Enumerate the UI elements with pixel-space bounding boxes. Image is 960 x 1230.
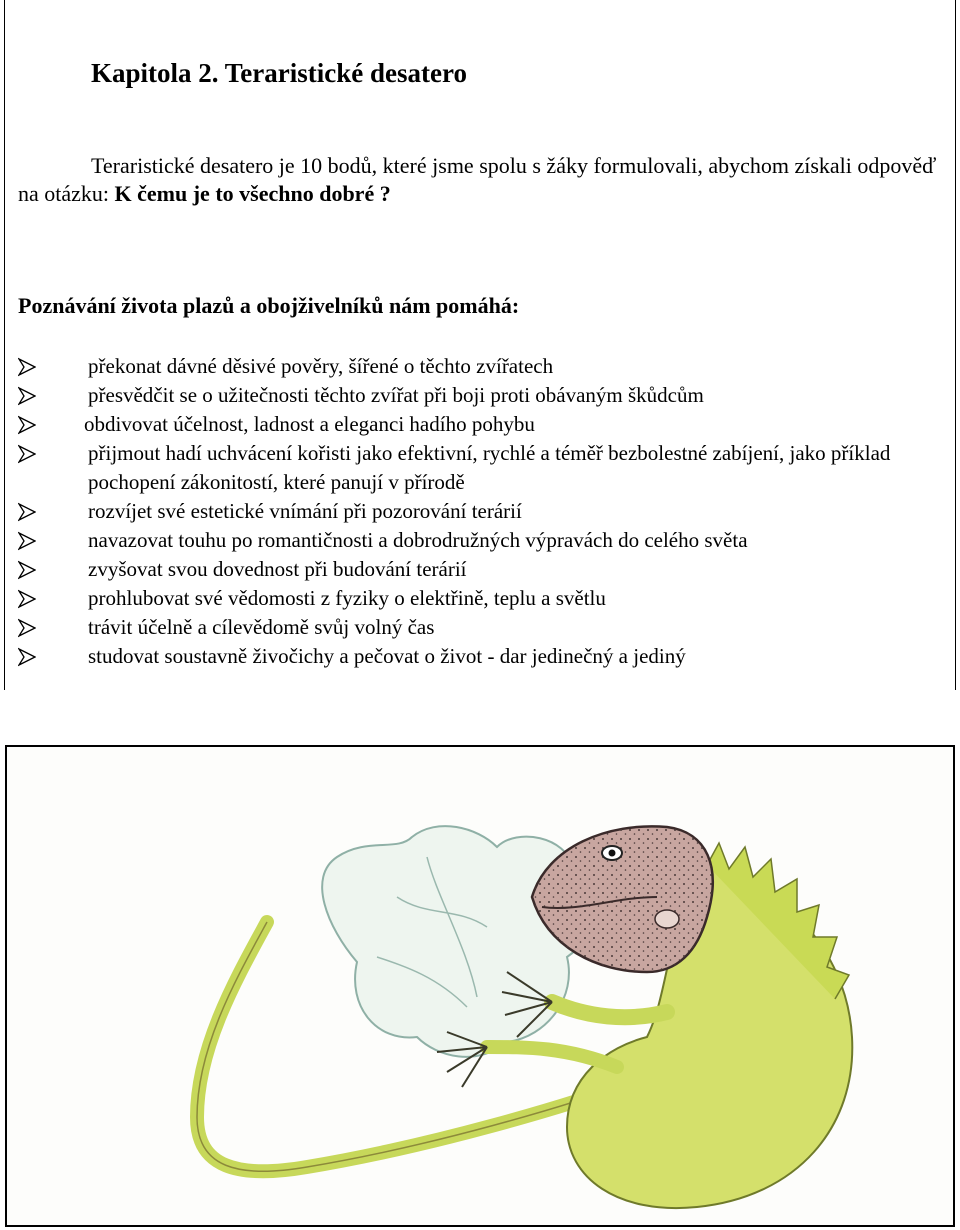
list-item-text: přesvědčit se o užitečnosti těchto zvířat při boji proti obávaným škůdcům [88,383,704,407]
list-item-text: překonat dávné děsivé pověry, šířené o těchto zvířatech [88,354,554,378]
list-item-text: trávit účelně a cílevědomě svůj volný čas [88,615,435,639]
list-item [18,584,948,613]
iguana-illustration [5,745,955,1227]
list-item [18,381,948,410]
list-item [18,526,948,555]
chapter-title: Kapitola 2. Teraristické desatero [91,58,467,88]
arrowhead-bullet-icon [18,526,36,554]
arrowhead-bullet-icon [18,613,36,641]
intro-question: K čemu je to všechno dobré ? [114,181,391,206]
intro-paragraph [18,152,953,208]
iguana-front-leg [552,1002,667,1017]
list-item [18,439,948,497]
page-frame-left-line [4,0,5,690]
arrowhead-bullet-icon [18,584,36,612]
list-item-text: obdivovat účelnost, ladnost a eleganci hadího pohybu [84,412,535,436]
list-item [18,642,948,671]
intro-text: Teraristické desatero je 10 bodů, které jsme spolu s žáky formulovali, abychom získali odpověď na otázku: [18,153,937,206]
arrowhead-bullet-icon [18,439,36,467]
iguana-drawing [7,747,953,1225]
page-frame-right-line [955,0,956,690]
arrowhead-bullet-icon [18,497,36,525]
list-item [18,613,948,642]
arrowhead-bullet-icon [18,410,36,438]
list-item-text: přijmout hadí uchvácení kořisti jako efektivní, rychlé a téměř bezbolestné zabíjení, jako příklad pochopení zákonitostí, které panují v přírodě [88,441,891,494]
list-item-text: prohlubovat své vědomosti z fyziky o elektřině, teplu a světlu [88,586,606,610]
list-item [18,555,948,584]
list-item-text: rozvíjet své estetické vnímání při pozorování terárií [88,499,522,523]
list-item-text: navazovat touhu po romantičnosti a dobrodružných výpravách do celého světa [88,528,748,552]
arrowhead-bullet-icon [18,555,36,583]
section-subheading: Poznávání života plazů a obojživelníků nám pomáhá: [18,293,520,318]
intro-indent [18,153,91,178]
arrowhead-bullet-icon [18,352,36,380]
list-item [18,352,948,381]
list-item [18,497,948,526]
arrowhead-bullet-icon [18,642,36,670]
iguana-rear-leg [487,1047,617,1067]
list-item-text: studovat soustavně živočichy a pečovat o život - dar jedinečný a jediný [88,644,686,668]
list-item-text: zvyšovat svou dovednost při budování terárií [88,557,467,581]
arrowhead-bullet-icon [18,381,36,409]
list-item [18,410,948,439]
benefits-list [18,352,948,671]
